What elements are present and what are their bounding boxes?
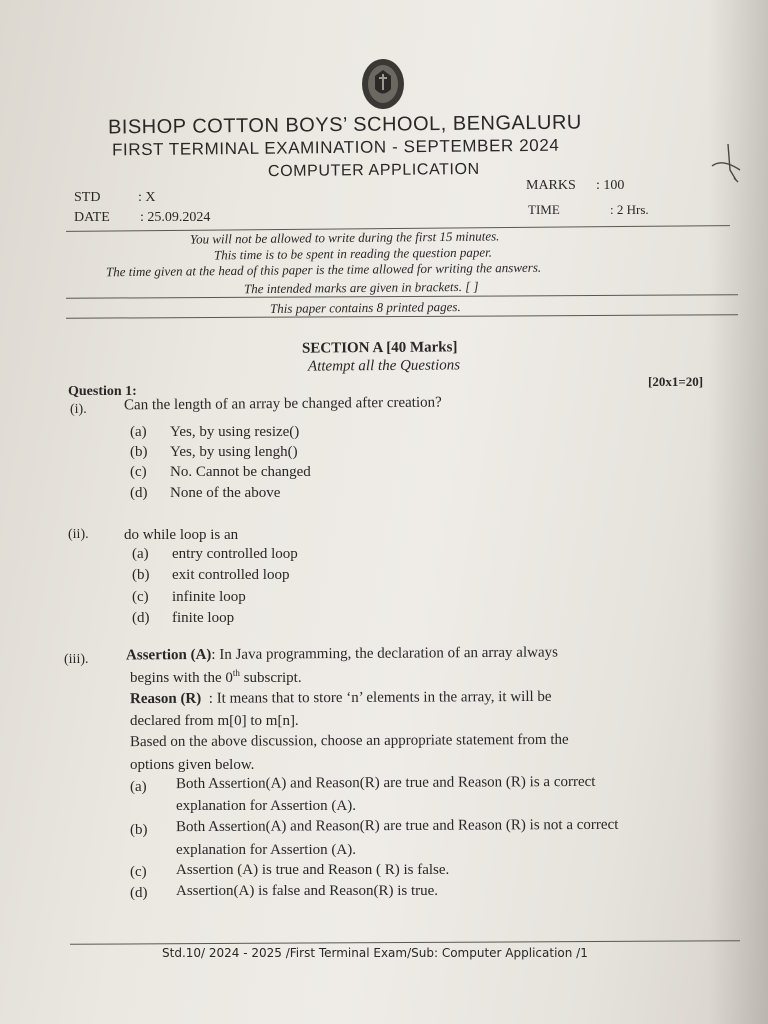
reason-text: : It means that to store ‘n’ elements in the array, it will be [208,688,552,707]
assertion-text: : In Java programming, the declaration of an array always [211,644,558,663]
handwritten-mark [700,140,750,190]
reason-text-2: declared from m[0] to m[n]. [130,713,299,729]
q3-option-text: Both Assertion(A) and Reason(R) are true and Reason (R) is not a correct [175,816,619,836]
q1-option-text: No. Cannot be changed [170,464,311,480]
q1-option-key: (b) [130,444,148,460]
q1-option-key: (a) [130,424,147,440]
footer-text: Std.10/ 2024 - 2025 /First Terminal Exam/Sub: Computer Application /1 [162,946,588,960]
q3-option-key: (d) [130,885,148,901]
q1-option-text: Yes, by using lengh() [170,444,298,460]
q3-reason-line [130,689,552,708]
footer-rule [70,940,740,945]
q2-option-text: finite loop [172,610,235,626]
q3-option-text: Assertion (A) is true and Reason ( R) is false. [176,862,450,878]
instruction-line: You will not be allowed to write during the first 15 minutes. [189,228,500,247]
assertion-text: subscript. [239,670,302,686]
q3-number: (iii). [64,652,89,667]
q3-option-key: (a) [130,779,147,795]
q1-option-key: (d) [130,485,148,501]
instruction-line: This time is to be spent in reading the question paper. [213,244,492,263]
q2-number: (ii). [68,527,89,542]
q2-option-key: (b) [132,567,150,583]
instruction-line: The time given at the head of this paper is the time allowed for writing the answers. [105,259,542,280]
q3-assertion-line-2 [130,668,302,687]
time-label: TIME [528,202,560,217]
subject-title: COMPUTER APPLICATION [267,160,480,181]
school-name: BISHOP COTTON BOYS’ SCHOOL, BENGALURU [107,111,582,139]
q3-option-text: Both Assertion(A) and Reason(R) are true and Reason (R) is a correct [175,773,596,793]
q1-option-text: None of the above [170,485,281,501]
assertion-superscript: th [232,668,240,678]
section-subtitle: Attempt all the Questions [307,357,461,375]
instruction-line: The intended marks are given in brackets. [ ] [243,278,479,297]
assertion-text: begins with the 0 [130,670,233,686]
q2-option-key: (d) [132,610,150,626]
q1-option-key: (c) [130,464,147,480]
exam-title: FIRST TERMINAL EXAMINATION - SEPTEMBER 2024 [111,135,560,160]
std-label: STD [74,190,101,205]
time-value: : 2 Hrs. [610,202,649,217]
question-marks: [20x1=20] [648,374,704,389]
q1-text: Can the length of an array be changed after creation? [123,394,442,414]
date-label: DATE [74,210,110,225]
std-value: : X [138,190,156,205]
q2-option-text: entry controlled loop [172,546,298,562]
q2-option-key: (a) [132,546,149,562]
q3-option-key: (b) [130,822,148,838]
assertion-label: Assertion (A) [125,646,212,664]
q2-text: do while loop is an [124,527,239,543]
q3-option-text: Assertion(A) is false and Reason(R) is true. [176,883,439,899]
date-value: : 25.09.2024 [140,210,211,225]
q3-option-text: explanation for Assertion (A). [176,842,356,858]
q2-option-text: exit controlled loop [172,567,290,583]
q1-number: (i). [70,402,87,417]
marks-label: MARKS [526,178,576,193]
q2-option-text: infinite loop [172,589,246,605]
q3-option-text: explanation for Assertion (A). [176,798,356,814]
section-title: SECTION A [40 Marks] [301,339,458,357]
reason-label: Reason (R) [129,690,202,708]
marks-value: : 100 [596,178,625,193]
q3-option-key: (c) [130,864,147,880]
school-crest-logo [360,56,406,112]
q1-option-text: Yes, by using resize() [170,424,300,440]
question-label: Question 1: [68,384,137,399]
instruction-line: This paper contains 8 printed pages. [269,299,461,316]
q3-prompt: Based on the above discussion, choose an appropriate statement from the [129,731,569,751]
q3-assertion-line [126,644,558,664]
q2-option-key: (c) [132,589,149,605]
q3-prompt: options given below. [130,757,255,773]
